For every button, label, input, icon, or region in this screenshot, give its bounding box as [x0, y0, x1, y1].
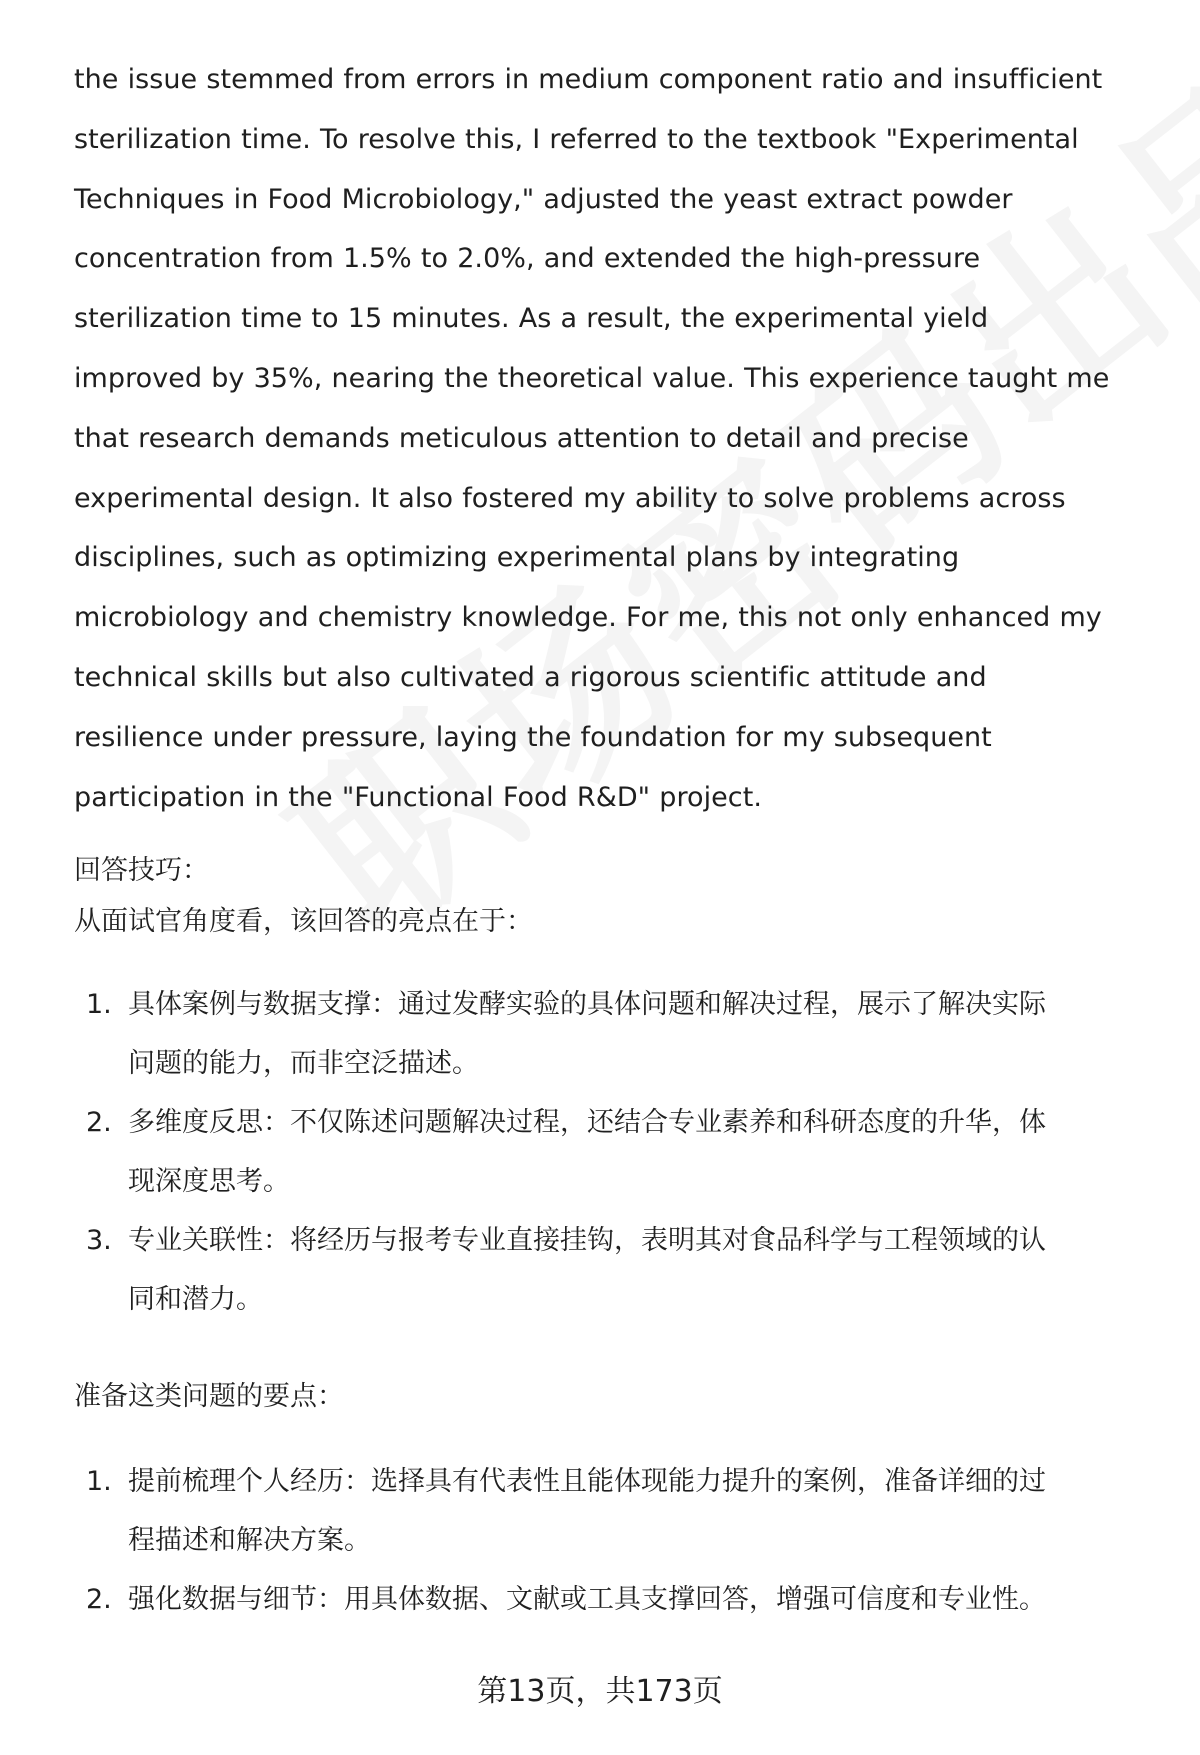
paragraph-line: Techniques in Food Microbiology," adjusted the yeast extract powder: [74, 183, 1013, 215]
paragraph-line: resilience under pressure, laying the foundation for my subsequent: [74, 721, 992, 753]
prep-heading: 准备这类问题的要点：: [74, 1381, 344, 1413]
page-content: [74, 50, 1154, 1629]
list-item: [74, 1452, 1146, 1570]
list-text-line: 具体案例与数据支撑：通过发酵实验的具体问题和解决过程，展示了解决实际: [128, 989, 1046, 1021]
list-text-line: 程描述和解决方案。: [128, 1525, 371, 1557]
list-text-line: 现深度思考。: [128, 1166, 290, 1198]
list-text-line: 多维度反思：不仅陈述问题解决过程，还结合专业素养和科研态度的升华，体: [128, 1107, 1046, 1139]
paragraph-line: participation in the "Functional Food R&D" project.: [74, 781, 762, 813]
paragraph-line: sterilization time. To resolve this, I referred to the textbook "Experimental: [74, 123, 1079, 155]
list-number: 2.: [86, 1107, 112, 1139]
paragraph-line: the issue stemmed from errors in medium component ratio and insufficient: [74, 64, 1103, 95]
list-text-line: 强化数据与细节：用具体数据、文献或工具支撑回答，增强可信度和专业性。: [128, 1584, 1046, 1616]
paragraph-line: experimental design. It also fostered my ability to solve problems across: [74, 482, 1066, 514]
page-number-footer: 第13页，共173页: [477, 1674, 723, 1709]
list-item: [74, 1093, 1146, 1211]
list-item: [74, 975, 1146, 1093]
list-text-line: 同和潜力。: [128, 1284, 263, 1316]
paragraph-line: that research demands meticulous attention to detail and precise: [74, 422, 969, 454]
list-number: 1.: [86, 1466, 112, 1498]
list-number: 3.: [86, 1225, 112, 1257]
tips-intro: 从面试官角度看，该回答的亮点在于：: [74, 906, 533, 938]
list-item: [74, 1211, 1146, 1329]
paragraph-line: concentration from 1.5% to 2.0%, and extended the high-pressure: [74, 243, 981, 275]
highlights-list: [74, 975, 1154, 1329]
list-text-line: 提前梳理个人经历：选择具有代表性且能体现能力提升的案例，准备详细的过: [128, 1466, 1046, 1498]
paragraph-line: improved by 35%, nearing the theoretical value. This experience taught me: [74, 362, 1110, 394]
answer-paragraph: [74, 50, 1154, 827]
list-text-line: 问题的能力，而非空泛描述。: [128, 1048, 479, 1080]
list-text-line: 专业关联性：将经历与报考专业直接挂钩，表明其对食品科学与工程领域的认: [128, 1225, 1046, 1257]
paragraph-line: technical skills but also cultivated a rigorous scientific attitude and: [74, 661, 987, 693]
tips-heading: 回答技巧：: [74, 855, 209, 887]
paragraph-line: disciplines, such as optimizing experimental plans by integrating: [74, 542, 960, 574]
paragraph-line: microbiology and chemistry knowledge. For me, this not only enhanced my: [74, 602, 1102, 634]
list-number: 1.: [86, 989, 112, 1021]
paragraph-line: sterilization time to 15 minutes. As a result, the experimental yield: [74, 303, 989, 335]
list-item: [74, 1570, 1146, 1629]
list-number: 2.: [86, 1584, 112, 1616]
prep-list: [74, 1452, 1154, 1629]
